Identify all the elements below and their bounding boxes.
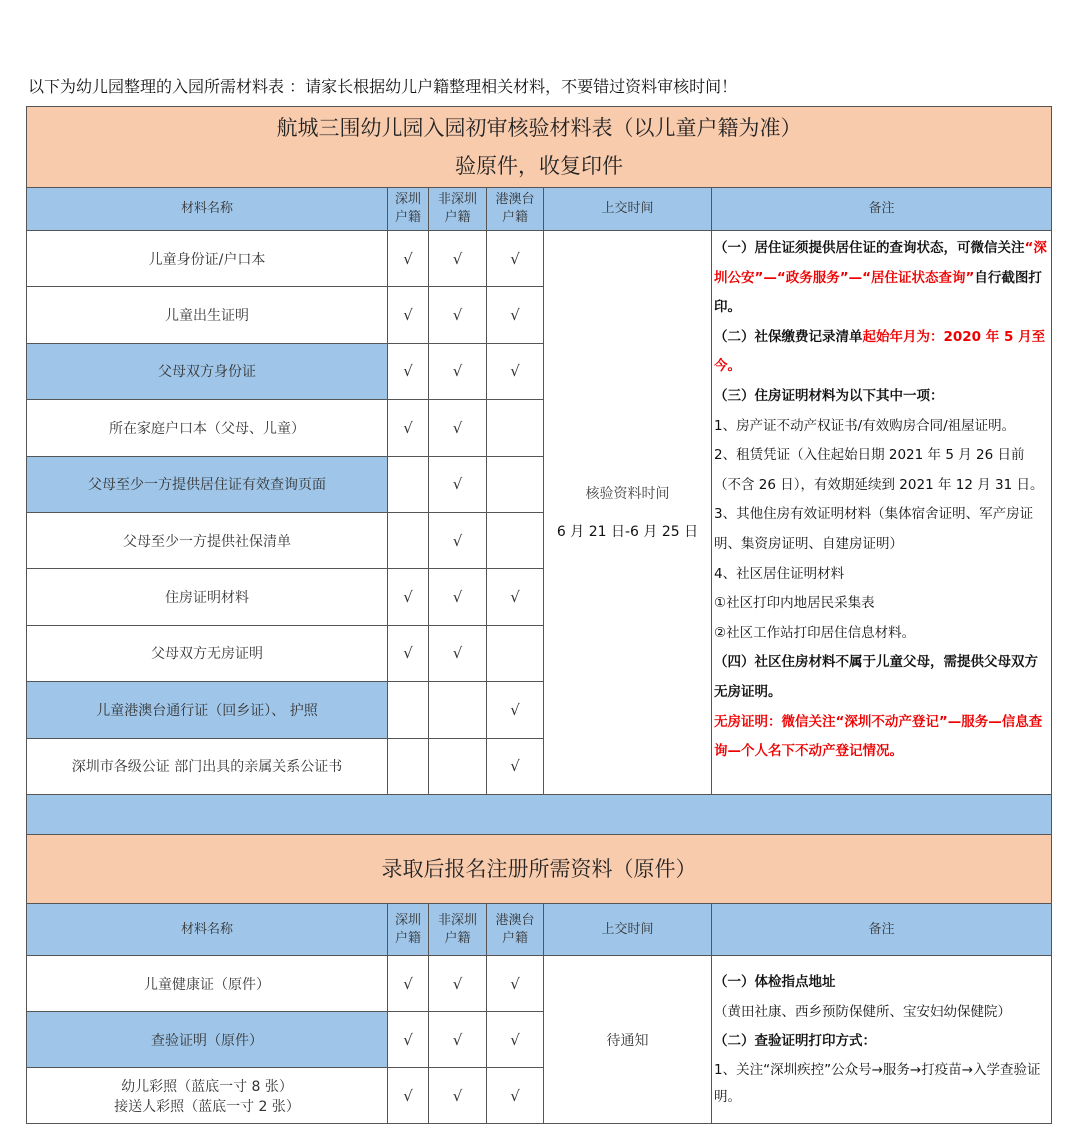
check-sz: √ xyxy=(388,343,429,399)
check-fsz: √ xyxy=(429,512,487,568)
check-fsz: √ xyxy=(429,956,487,1012)
header-remark: 备注 xyxy=(712,904,1052,956)
submit-time: 核验资料时间 6 月 21 日-6 月 25 日 xyxy=(544,231,712,795)
table2-title: 录取后报名注册所需资料（原件） xyxy=(27,835,1052,904)
check-fsz: √ xyxy=(429,569,487,625)
check-sz xyxy=(388,456,429,512)
header-name: 材料名称 xyxy=(27,188,388,231)
check-sz: √ xyxy=(388,625,429,681)
check-sz: √ xyxy=(388,287,429,343)
header-remark: 备注 xyxy=(712,188,1052,231)
header-time: 上交时间 xyxy=(544,904,712,956)
material-name: 幼儿彩照（蓝底一寸 8 张） 接送人彩照（蓝底一寸 2 张） xyxy=(27,1068,388,1124)
check-gat: √ xyxy=(487,231,544,287)
submit-time: 待通知 xyxy=(544,956,712,1124)
check-sz: √ xyxy=(388,956,429,1012)
header-gat: 港澳台 户籍 xyxy=(487,904,544,956)
check-fsz: √ xyxy=(429,343,487,399)
check-gat: √ xyxy=(487,1068,544,1124)
material-name: 儿童身份证/户口本 xyxy=(27,231,388,287)
check-gat: √ xyxy=(487,738,544,794)
check-gat xyxy=(487,625,544,681)
check-fsz: √ xyxy=(429,625,487,681)
check-gat: √ xyxy=(487,343,544,399)
check-sz xyxy=(388,738,429,794)
header-sz: 深圳 户籍 xyxy=(388,904,429,956)
remarks: （一）体检指点地址 （黄田社康、西乡预防保健所、宝安妇幼保健院） （二）查验证明打印方式： 1、关注“深圳疾控”公众号→服务→打疫苗→入学查验证明。 xyxy=(712,956,1052,1124)
check-sz: √ xyxy=(388,1012,429,1068)
remarks: （一）居住证须提供居住证的查询状态，可微信关注“深圳公安”—“政务服务”—“居住证状态查询”自行截图打印。 （二）社保缴费记录清单起始年月为：2020 年 5 月至今。 （三）住房证明材料为以下其中一项： 1、房产证不动产权证书/有效购房合同/祖屋证明。 2、租赁凭证（入住起始日期 2021 年 5 月 26 日前（不含 26 日），有效期延续到 2021 年 12 月 31 日。 3、其他住房有效证明材料（集体宿舍证明、军产房证明、集资房证明、自建房证明） 4、社区居住证明材料 ①社区打印内地居民采集表 ②社区工作站打印居住信息材料。 （四）社区住房材料不属于儿童父母，需提供父母双方无房证明。 无房证明：微信关注“深圳不动产登记”—服务—信息查询—个人名下不动产登记情况。 xyxy=(712,231,1052,795)
check-fsz: √ xyxy=(429,287,487,343)
table-header xyxy=(27,188,1052,231)
check-gat xyxy=(487,400,544,456)
table-row xyxy=(27,231,1052,287)
material-name: 儿童健康证（原件） xyxy=(27,956,388,1012)
header-name: 材料名称 xyxy=(27,904,388,956)
check-fsz: √ xyxy=(429,1068,487,1124)
header-fsz: 非深圳 户籍 xyxy=(429,904,487,956)
check-gat: √ xyxy=(487,682,544,738)
check-fsz xyxy=(429,682,487,738)
material-name: 儿童港澳台通行证（回乡证）、 护照 xyxy=(27,682,388,738)
check-gat: √ xyxy=(487,956,544,1012)
verification-materials-table xyxy=(26,106,1052,835)
material-name: 所在家庭户口本（父母、儿童） xyxy=(27,400,388,456)
check-sz: √ xyxy=(388,1068,429,1124)
table-title: 航城三围幼儿园入园初审核验材料表（以儿童户籍为准） 验原件，收复印件 xyxy=(27,107,1052,188)
table-row xyxy=(27,956,1052,1012)
check-sz: √ xyxy=(388,569,429,625)
intro-text: 以下为幼儿园整理的入园所需材料表 ：请家长根据幼儿户籍整理相关材料，不要错过资料审核时间！ xyxy=(28,77,738,96)
check-gat xyxy=(487,456,544,512)
check-sz xyxy=(388,682,429,738)
table2-header xyxy=(27,904,1052,956)
check-fsz xyxy=(429,738,487,794)
material-name: 父母至少一方提供居住证有效查询页面 xyxy=(27,456,388,512)
header-time: 上交时间 xyxy=(544,188,712,231)
material-name: 父母双方身份证 xyxy=(27,343,388,399)
material-name: 儿童出生证明 xyxy=(27,287,388,343)
material-name: 父母至少一方提供社保清单 xyxy=(27,512,388,568)
check-gat: √ xyxy=(487,1012,544,1068)
check-sz xyxy=(388,512,429,568)
check-fsz: √ xyxy=(429,231,487,287)
check-fsz: √ xyxy=(429,400,487,456)
check-fsz: √ xyxy=(429,456,487,512)
registration-materials-table xyxy=(26,834,1052,1124)
check-gat: √ xyxy=(487,569,544,625)
material-name: 查验证明（原件） xyxy=(27,1012,388,1068)
material-name: 住房证明材料 xyxy=(27,569,388,625)
material-name: 父母双方无房证明 xyxy=(27,625,388,681)
separator-band xyxy=(27,794,1052,834)
header-fsz: 非深圳 户籍 xyxy=(429,188,487,231)
check-sz: √ xyxy=(388,231,429,287)
check-gat xyxy=(487,512,544,568)
material-name: 深圳市各级公证 部门出具的亲属关系公证书 xyxy=(27,738,388,794)
header-sz: 深圳 户籍 xyxy=(388,188,429,231)
header-gat: 港澳台 户籍 xyxy=(487,188,544,231)
check-sz: √ xyxy=(388,400,429,456)
check-gat: √ xyxy=(487,287,544,343)
check-fsz: √ xyxy=(429,1012,487,1068)
